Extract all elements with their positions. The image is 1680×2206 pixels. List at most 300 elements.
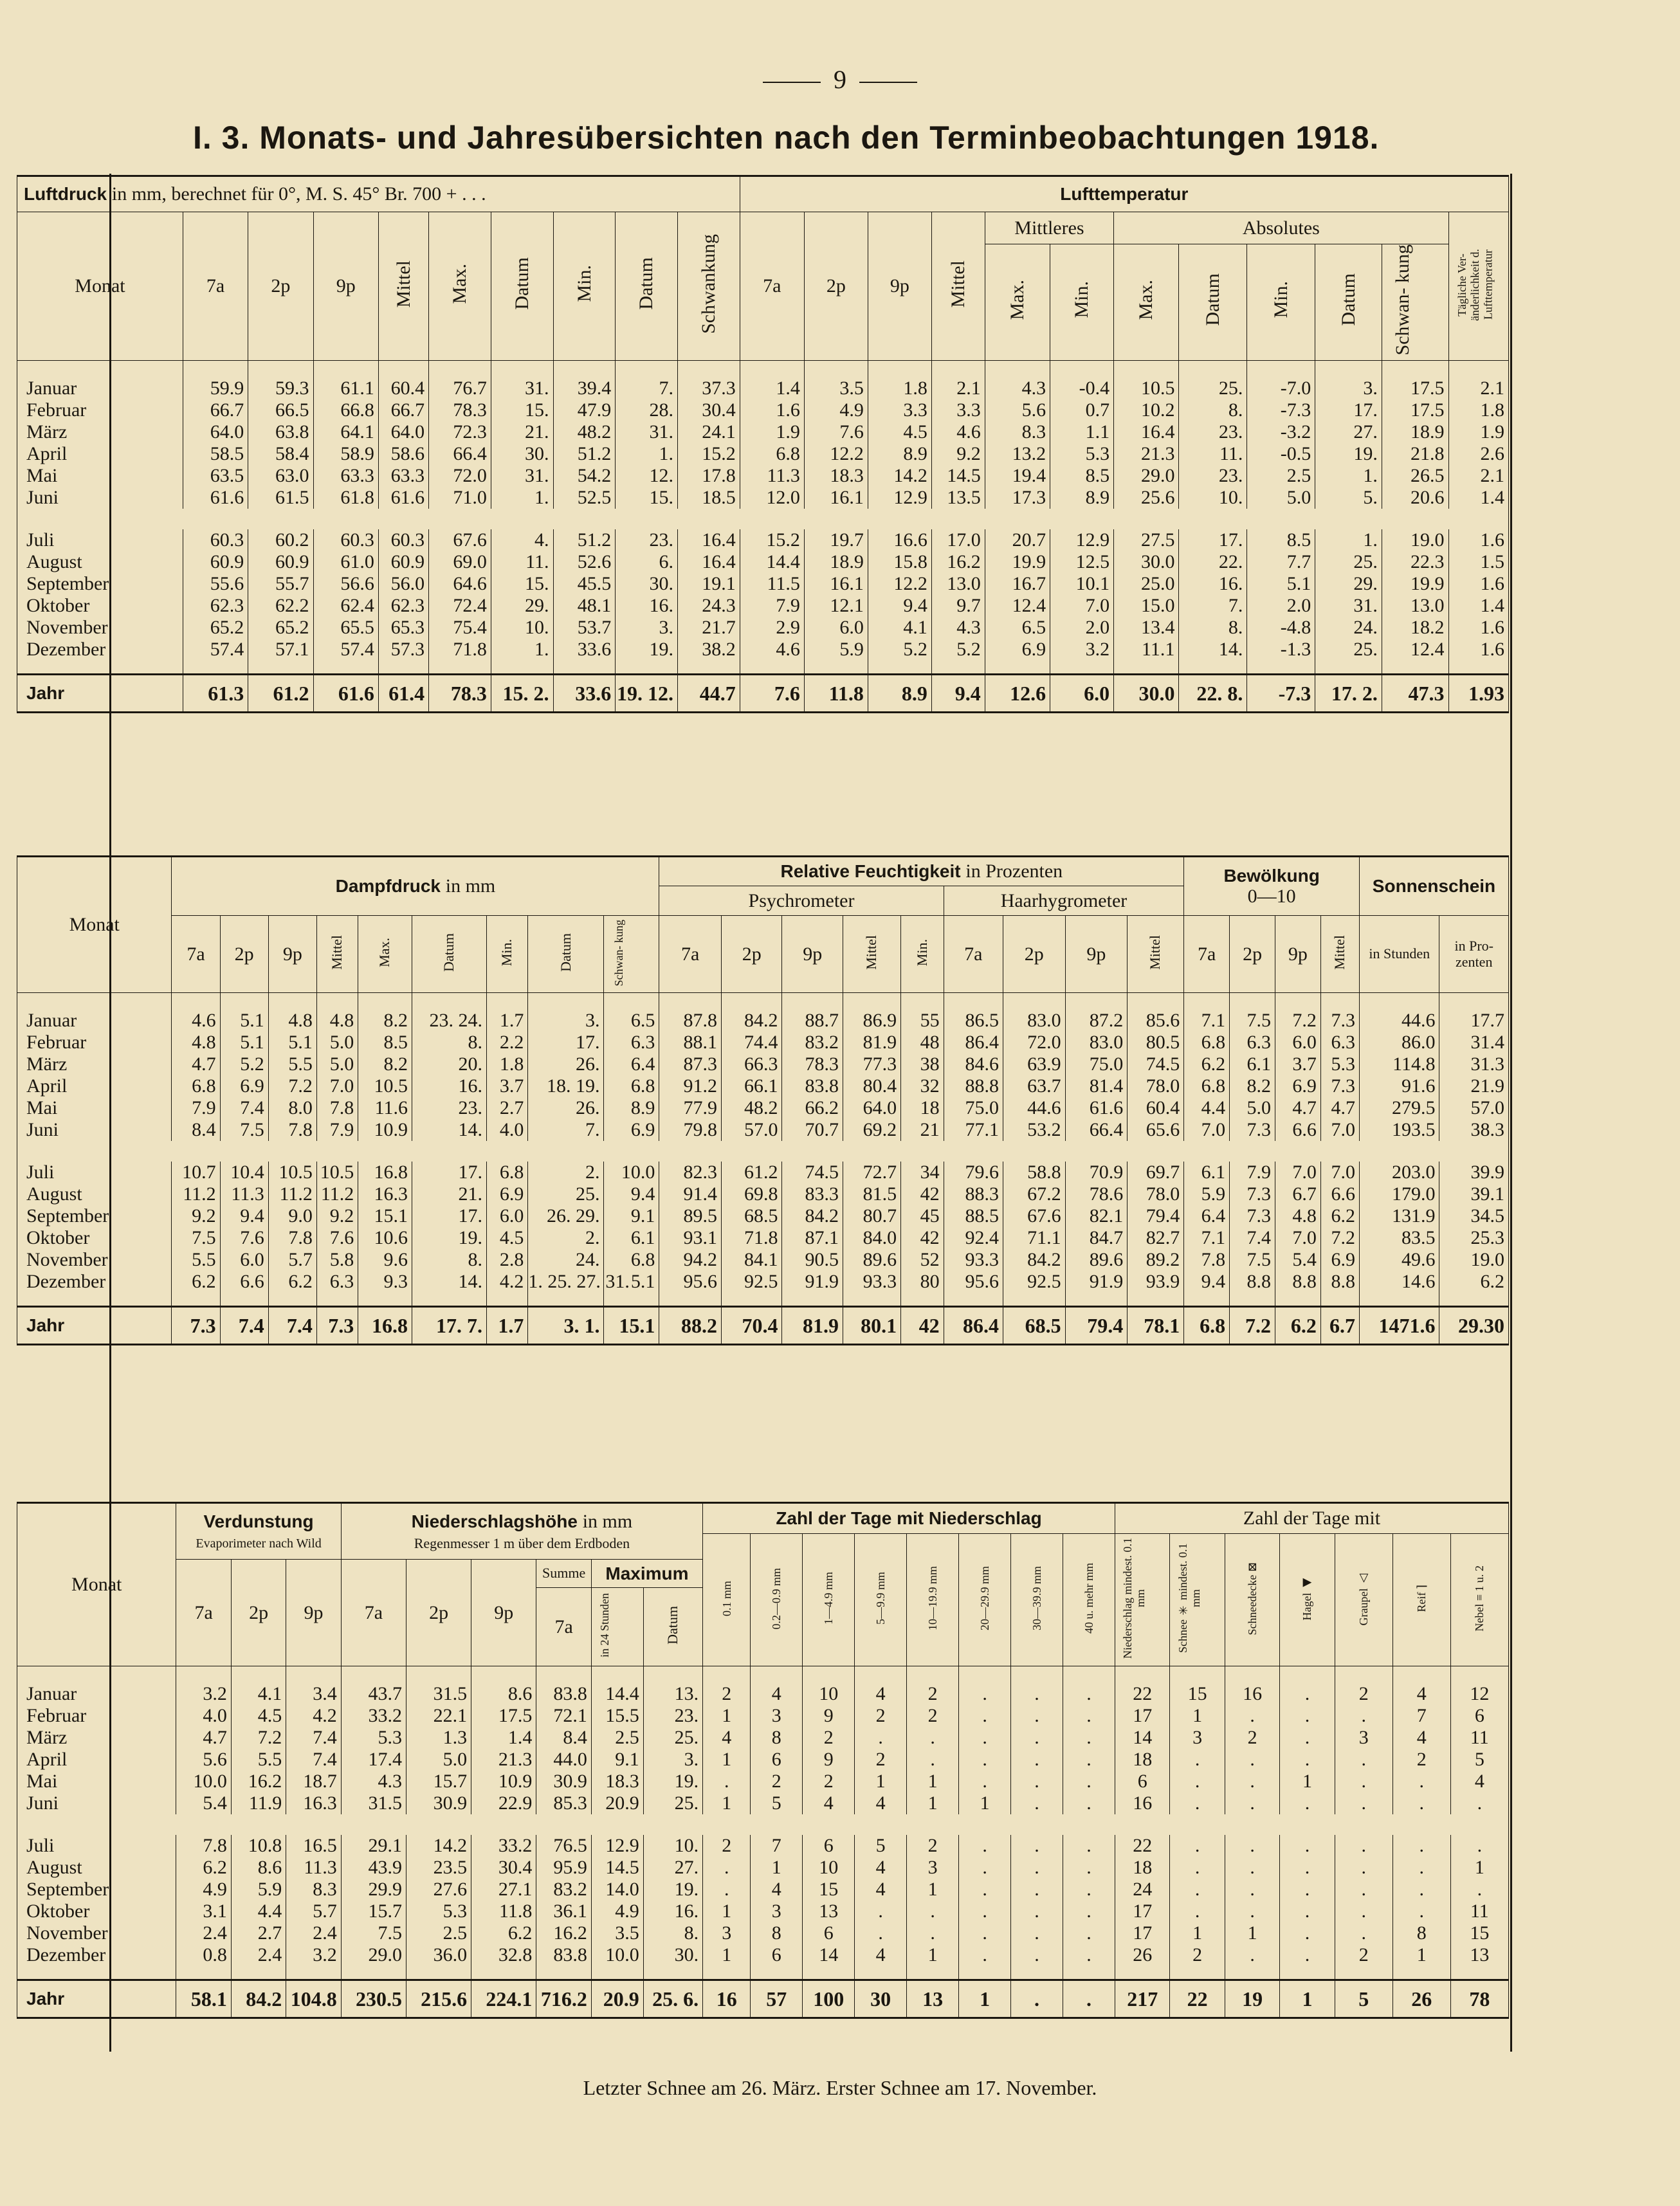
table-cell: 12.6: [985, 675, 1050, 713]
table-cell: 8.5: [358, 1032, 412, 1053]
table-row: [17, 1901, 1509, 1922]
month-label: September: [17, 1879, 176, 1901]
table-cell: 61.5: [248, 487, 313, 509]
table-row: [17, 1727, 1509, 1749]
table-cell: 215.6: [406, 1980, 471, 2018]
table-cell: 9.6: [358, 1249, 412, 1271]
table-cell: 8.9: [868, 443, 931, 465]
table-cell: 53.2: [1003, 1119, 1065, 1141]
col-header: Mittel: [378, 212, 428, 361]
table-cell: 38.2: [677, 639, 740, 675]
table-cell: 6.5: [604, 993, 659, 1032]
table-cell: 93.1: [659, 1227, 722, 1249]
table-cell: 20.: [412, 1053, 487, 1075]
table-cell: 13: [1450, 1944, 1508, 1980]
table-cell: 60.9: [378, 551, 428, 573]
table-cell: 10.: [1179, 487, 1247, 509]
table-cell: 7.5: [341, 1922, 406, 1944]
veraenderlichkeit-header: Tägliche Ver- änderlichkeit d. Lufttemperatur: [1448, 212, 1509, 361]
table-cell: .: [959, 1771, 1011, 1792]
table-cell: 6.6: [1320, 1183, 1359, 1205]
table-cell: 1.6: [1448, 617, 1509, 639]
table-cell: 60.3: [378, 529, 428, 551]
table-cell: 10.2: [1114, 399, 1179, 421]
table-cell: 2: [855, 1749, 907, 1771]
table-cell: 7.2: [1320, 1227, 1359, 1249]
table-cell: 34.5: [1439, 1205, 1509, 1227]
col-header: Datum: [616, 212, 678, 361]
table-row: [17, 1075, 1509, 1097]
table-cell: 51.2: [553, 529, 616, 551]
table-cell: 16.8: [358, 1162, 412, 1183]
table-cell: 20.9: [591, 1792, 643, 1814]
table-cell: 25.: [1315, 639, 1382, 675]
table-cell: 15.: [491, 399, 553, 421]
table-cell: 12.9: [591, 1835, 643, 1857]
table-cell: 4.7: [176, 1727, 231, 1749]
col-header: Max.: [1114, 244, 1179, 361]
table-cell: .: [1063, 1727, 1115, 1749]
table-cell: 7.5: [1230, 993, 1275, 1032]
table-cell: 79.8: [659, 1119, 722, 1141]
table-cell: 15.1: [358, 1205, 412, 1227]
table-cell: 17.: [412, 1162, 487, 1183]
table-cell: 7.4: [286, 1727, 341, 1749]
table-cell: 6.9: [486, 1183, 527, 1205]
table-cell: 22.3: [1382, 551, 1448, 573]
table-cell: 29.30: [1439, 1307, 1509, 1345]
table-cell: 6.0: [486, 1205, 527, 1227]
table-cell: 10.0: [591, 1944, 643, 1980]
table-cell: 55: [901, 993, 944, 1032]
month-label: Dezember: [17, 1271, 172, 1307]
table-cell: .: [959, 1944, 1011, 1980]
table-cell: 1.1: [1050, 421, 1114, 443]
table-cell: 18.9: [804, 551, 868, 573]
table-cell: 12.2: [868, 573, 931, 595]
table-cell: 78.0: [1128, 1075, 1184, 1097]
table-cell: .: [1335, 1922, 1392, 1944]
table-cell: 6.8: [740, 443, 804, 465]
table-cell: 59.9: [183, 361, 248, 400]
table-cell: 11: [1450, 1901, 1508, 1922]
table-row: [17, 1119, 1509, 1141]
table-cell: 43.7: [341, 1666, 406, 1706]
table-cell: 86.5: [944, 993, 1003, 1032]
table-cell: 86.4: [944, 1032, 1003, 1053]
col-header: Graupel △: [1335, 1534, 1392, 1666]
table-cell: 2.4: [176, 1922, 231, 1944]
table-cell: 17. 2.: [1315, 675, 1382, 713]
table-cell: 5.1: [1247, 573, 1315, 595]
table-cell: 7.3: [1320, 1075, 1359, 1097]
table-cell: 2: [1170, 1944, 1225, 1980]
col-header: Nebel ≡ 1 u. 2: [1450, 1534, 1508, 1666]
table-cell: 47.9: [553, 399, 616, 421]
table-cell: 87.8: [659, 993, 722, 1032]
table-cell: 58.9: [313, 443, 378, 465]
table-cell: 19.: [616, 639, 678, 675]
table-cell: 6.9: [1275, 1075, 1320, 1097]
month-label: August: [17, 1857, 176, 1879]
table-cell: 58.8: [1003, 1162, 1065, 1183]
table-cell: 5.4: [1275, 1249, 1320, 1271]
table-cell: 13: [803, 1901, 855, 1922]
table-cell: 6.9: [985, 639, 1050, 675]
table-cell: 14.4: [740, 551, 804, 573]
table-cell: 1: [703, 1792, 751, 1814]
table-cell: .: [1170, 1901, 1225, 1922]
table-cell: 2: [855, 1705, 907, 1727]
table-cell: .: [1225, 1835, 1279, 1857]
table-cell: 63.0: [248, 465, 313, 487]
table-cell: .: [907, 1901, 959, 1922]
table-cell: 16.4: [1114, 421, 1179, 443]
table-cell: 9.2: [931, 443, 985, 465]
table-cell: 28.: [616, 399, 678, 421]
table-cell: 80.7: [843, 1205, 900, 1227]
table-row: [17, 1205, 1509, 1227]
jahr-row: [17, 675, 1509, 713]
table-cell: 42: [901, 1183, 944, 1205]
table-cell: 16.: [643, 1901, 702, 1922]
table-cell: 5.7: [268, 1249, 316, 1271]
table-cell: 83.0: [1003, 993, 1065, 1032]
table-cell: 15.2: [740, 529, 804, 551]
table-cell: .: [1392, 1792, 1450, 1814]
table-cell: 3: [1335, 1727, 1392, 1749]
table-cell: 6.2: [176, 1857, 231, 1879]
table-cell: 4.7: [172, 1053, 220, 1075]
table-cell: 75.0: [944, 1097, 1003, 1119]
table-cell: 64.0: [843, 1097, 900, 1119]
table-cell: 22.1: [406, 1705, 471, 1727]
table-cell: 10.9: [471, 1771, 536, 1792]
table-cell: .: [907, 1922, 959, 1944]
table-row: [17, 487, 1509, 509]
table-cell: .: [1170, 1792, 1225, 1814]
table-cell: 93.3: [843, 1271, 900, 1307]
table-cell: .: [1011, 1792, 1063, 1814]
table-cell: .: [959, 1705, 1011, 1727]
table-cell: 4.5: [486, 1227, 527, 1249]
table-cell: 7.1: [1184, 1227, 1230, 1249]
table-cell: 58.5: [183, 443, 248, 465]
col-header: Mittel: [931, 212, 985, 361]
table-cell: 7.: [1179, 595, 1247, 617]
table-cell: 1: [703, 1749, 751, 1771]
table-cell: 17.3: [985, 487, 1050, 509]
table-cell: .: [1392, 1901, 1450, 1922]
table-cell: 25.: [1179, 361, 1247, 400]
table-cell: 15: [1170, 1666, 1225, 1706]
table-cell: 11.9: [231, 1792, 286, 1814]
col-header: Schwan- kung: [1382, 244, 1448, 361]
table-cell: .: [703, 1771, 751, 1792]
table-cell: 11.1: [1114, 639, 1179, 675]
table-cell: 3.: [1315, 361, 1382, 400]
table-cell: 72.3: [429, 421, 491, 443]
table-cell: 61.2: [722, 1162, 782, 1183]
table-cell: 4.6: [931, 421, 985, 443]
table-cell: 9.4: [604, 1183, 659, 1205]
table-cell: 3.3: [931, 399, 985, 421]
table-cell: 18.3: [804, 465, 868, 487]
table-cell: 7.9: [740, 595, 804, 617]
table-cell: 21.8: [1382, 443, 1448, 465]
month-label: Oktober: [17, 1227, 172, 1249]
table-cell: .: [1063, 1835, 1115, 1857]
table-cell: 78.3: [429, 675, 491, 713]
table-cell: 21: [901, 1119, 944, 1141]
table-cell: 10.: [643, 1835, 702, 1857]
table-cell: 83.0: [1065, 1032, 1128, 1053]
table-cell: 12: [1450, 1666, 1508, 1706]
table-cell: 6.: [616, 551, 678, 573]
table-cell: 7.2: [1275, 993, 1320, 1032]
table-cell: 2.1: [1448, 361, 1509, 400]
table-cell: 8.6: [231, 1857, 286, 1879]
table-cell: 29.: [1315, 573, 1382, 595]
table-cell: 11: [1450, 1727, 1508, 1749]
col-header: Datum: [528, 916, 604, 993]
table-cell: 23.: [1179, 421, 1247, 443]
table-cell: 8.: [643, 1922, 702, 1944]
psychrometer-header: Psychrometer: [659, 886, 944, 916]
table-cell: 7.4: [268, 1307, 316, 1345]
table-luftdruck-lufttemperatur: [17, 175, 1509, 713]
table-cell: 17. 7.: [412, 1307, 487, 1345]
table-cell: 44.6: [1359, 993, 1439, 1032]
table-cell: .: [1450, 1792, 1508, 1814]
table-cell: 7.8: [1184, 1249, 1230, 1271]
table-cell: 66.5: [248, 399, 313, 421]
table-cell: 3.4: [286, 1666, 341, 1706]
table-cell: 25.: [643, 1792, 702, 1814]
table-cell: 78.0: [1128, 1183, 1184, 1205]
table-cell: 4: [855, 1666, 907, 1706]
table-cell: 8.: [412, 1249, 487, 1271]
table-cell: 3. 1.: [528, 1307, 604, 1345]
table-cell: 3: [703, 1922, 751, 1944]
table-cell: 6.8: [1184, 1075, 1230, 1097]
table-cell: 16.: [616, 595, 678, 617]
table-cell: 11.2: [316, 1183, 358, 1205]
table-cell: 27.5: [1114, 529, 1179, 551]
table-cell: 69.0: [429, 551, 491, 573]
col-header: Datum: [1179, 244, 1247, 361]
table-cell: 72.0: [1003, 1032, 1065, 1053]
table-cell: 83.8: [536, 1944, 591, 1980]
table-cell: 52.5: [553, 487, 616, 509]
table-cell: 43.9: [341, 1857, 406, 1879]
tage-niederschlag-header: Zahl der Tage mit Niederschlag: [703, 1503, 1115, 1534]
table-cell: 14.4: [591, 1666, 643, 1706]
table-cell: 7.4: [220, 1307, 268, 1345]
table-cell: 1471.6: [1359, 1307, 1439, 1345]
table-row: [17, 1857, 1509, 1879]
table-row: [17, 1271, 1509, 1307]
table-cell: 2.4: [286, 1922, 341, 1944]
table-cell: 84.6: [944, 1053, 1003, 1075]
dampfdruck-header: Dampfdruck in mm: [172, 857, 659, 916]
table-cell: 18.5: [677, 487, 740, 509]
table-cell: 14.: [1179, 639, 1247, 675]
lufttemperatur-header: Lufttemperatur: [740, 176, 1508, 212]
table-cell: 5.: [1315, 487, 1382, 509]
table-cell: 2: [703, 1666, 751, 1706]
table-cell: 59.3: [248, 361, 313, 400]
table-cell: 18.3: [591, 1771, 643, 1792]
table-cell: 4.1: [231, 1666, 286, 1706]
month-label: August: [17, 551, 183, 573]
table-cell: 8.4: [536, 1727, 591, 1749]
col-header: Min.: [553, 212, 616, 361]
table-cell: 60.3: [313, 529, 378, 551]
table-cell: 2: [907, 1666, 959, 1706]
table-cell: 63.3: [378, 465, 428, 487]
table-cell: 6.2: [268, 1271, 316, 1307]
table-cell: 104.8: [286, 1980, 341, 2018]
table-cell: 33.6: [553, 675, 616, 713]
table-cell: 10: [803, 1857, 855, 1879]
table-cell: 70.7: [782, 1119, 843, 1141]
table-cell: .: [1280, 1922, 1335, 1944]
table-cell: 25.6: [1114, 487, 1179, 509]
col-header: 5—9.9 mm: [855, 1534, 907, 1666]
col-header: Datum: [643, 1588, 702, 1666]
table-cell: 17.: [412, 1205, 487, 1227]
table-cell: 6.8: [1184, 1307, 1230, 1345]
table-cell: .: [1335, 1857, 1392, 1879]
table-cell: 78: [1450, 1980, 1508, 2018]
table-row: [17, 1749, 1509, 1771]
table-row: [17, 1097, 1509, 1119]
table-cell: .: [959, 1857, 1011, 1879]
table-cell: 8.3: [286, 1879, 341, 1901]
table-cell: 33.2: [471, 1835, 536, 1857]
table-cell: 7.9: [172, 1097, 220, 1119]
table-cell: 5.5: [172, 1249, 220, 1271]
table-cell: 4.3: [931, 617, 985, 639]
table-cell: 80.1: [843, 1307, 900, 1345]
table-cell: 9.4: [220, 1205, 268, 1227]
table-cell: .: [1392, 1879, 1450, 1901]
table-cell: 4.4: [231, 1901, 286, 1922]
table-cell: .: [959, 1835, 1011, 1857]
table-cell: 74.4: [722, 1032, 782, 1053]
table-cell: .: [1280, 1666, 1335, 1706]
table-cell: 18. 19.: [528, 1075, 604, 1097]
table-cell: 15: [1450, 1922, 1508, 1944]
table-cell: 32: [901, 1075, 944, 1097]
table-cell: 29.9: [341, 1879, 406, 1901]
month-label: April: [17, 1749, 176, 1771]
table-cell: .: [959, 1666, 1011, 1706]
table-cell: 81.9: [843, 1032, 900, 1053]
table-cell: 12.: [616, 465, 678, 487]
bewoelkung-header: Bewölkung 0—10: [1184, 857, 1360, 916]
table-cell: 72.0: [429, 465, 491, 487]
table-row: [17, 639, 1509, 675]
table-cell: 4.1: [868, 617, 931, 639]
table-cell: 131.9: [1359, 1205, 1439, 1227]
table-cell: 72.1: [536, 1705, 591, 1727]
table-cell: 6.4: [1184, 1205, 1230, 1227]
table-cell: 8.9: [868, 675, 931, 713]
table-cell: 2: [803, 1727, 855, 1749]
col-header: Schnee ✳ mindest. 0.1 mm: [1170, 1534, 1225, 1666]
table-cell: 9.2: [172, 1205, 220, 1227]
table-cell: 74.5: [782, 1162, 843, 1183]
col-header: Min.: [1247, 244, 1315, 361]
col-header: 9p: [268, 916, 316, 993]
table-cell: 83.5: [1359, 1227, 1439, 1249]
table-cell: 65.3: [378, 617, 428, 639]
table-cell: 3.5: [804, 361, 868, 400]
table-cell: -7.3: [1247, 399, 1315, 421]
row-gap: [17, 1141, 1509, 1162]
col-header: 7a: [183, 212, 248, 361]
table-cell: 93.3: [944, 1249, 1003, 1271]
table-cell: 13.4: [1114, 617, 1179, 639]
table-cell: 1: [907, 1944, 959, 1980]
table-cell: .: [1280, 1705, 1335, 1727]
table-cell: 2: [1335, 1944, 1392, 1980]
table-cell: .: [1225, 1879, 1279, 1901]
table-cell: 7.7: [1247, 551, 1315, 573]
table-cell: 69.8: [722, 1183, 782, 1205]
table-cell: 86.9: [843, 993, 900, 1032]
table-cell: 6.8: [604, 1249, 659, 1271]
table-cell: 7.8: [316, 1097, 358, 1119]
table-cell: 1: [907, 1792, 959, 1814]
table-cell: 1.6: [1448, 639, 1509, 675]
table-cell: 5: [1450, 1749, 1508, 1771]
table-cell: 61.0: [313, 551, 378, 573]
table-cell: 70.9: [1065, 1162, 1128, 1183]
table-cell: 19.: [643, 1879, 702, 1901]
table-cell: 17.5: [1382, 399, 1448, 421]
table-cell: 10.1: [1050, 573, 1114, 595]
table-cell: 7.3: [1230, 1205, 1275, 1227]
col-header: 2p: [722, 916, 782, 993]
table-cell: .: [1280, 1727, 1335, 1749]
table-cell: .: [1011, 1879, 1063, 1901]
table-cell: .: [1450, 1879, 1508, 1901]
table-cell: 7: [751, 1835, 803, 1857]
table-cell: 19: [1225, 1980, 1279, 2018]
month-label: Juni: [17, 1792, 176, 1814]
month-label: April: [17, 443, 183, 465]
month-label: Mai: [17, 465, 183, 487]
table-cell: 17.0: [931, 529, 985, 551]
table-cell: 24.: [528, 1249, 604, 1271]
row-gap: [17, 509, 1509, 529]
table-cell: 34: [901, 1162, 944, 1183]
table-cell: 3: [751, 1705, 803, 1727]
month-label: Juni: [17, 487, 183, 509]
table-cell: 72.4: [429, 595, 491, 617]
table-cell: 16.: [1179, 573, 1247, 595]
col-header: Schwan- kung: [604, 916, 659, 993]
table-cell: 14.: [412, 1271, 487, 1307]
table-cell: 16.1: [804, 487, 868, 509]
month-label: September: [17, 1205, 172, 1227]
table-cell: 19.: [1315, 443, 1382, 465]
table-cell: 1.4: [1448, 595, 1509, 617]
table-cell: 83.3: [782, 1183, 843, 1205]
